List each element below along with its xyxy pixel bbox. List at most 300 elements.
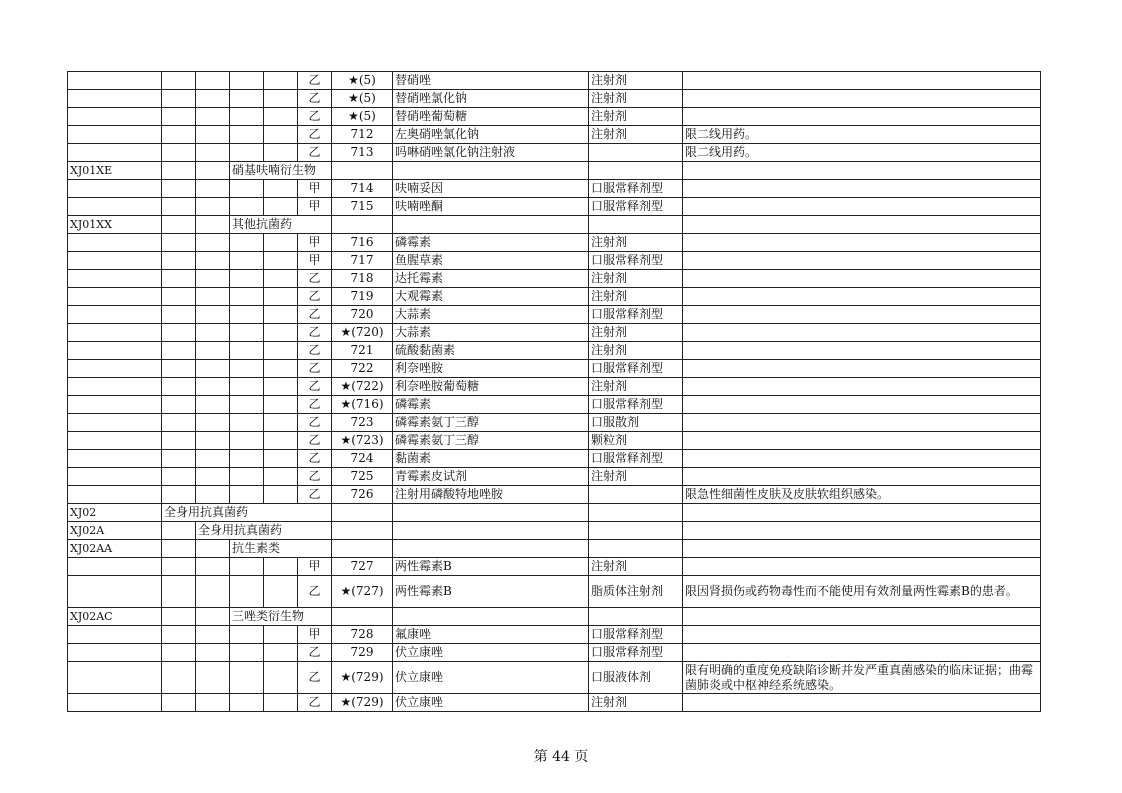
empty-cell [230,270,264,288]
empty-cell [589,162,683,180]
drug-category-cell: 乙 [298,694,332,712]
empty-cell [162,378,196,396]
drug-category-cell: 甲 [298,558,332,576]
drug-category-cell: 乙 [298,270,332,288]
empty-cell [196,324,230,342]
empty-cell [589,216,683,234]
empty-cell [264,378,298,396]
drug-number-cell: ★(723) [332,432,393,450]
atc-code-cell [68,126,162,144]
empty-cell [589,522,683,540]
empty-cell [332,504,393,522]
empty-cell [196,662,230,694]
dosage-form-cell: 颗粒剂 [589,432,683,450]
table-body [68,72,1041,712]
drug-name-cell: 伏立康唑 [393,662,589,694]
remark-cell [683,558,1041,576]
remark-cell [683,450,1041,468]
drug-name-cell: 利奈唑胺 [393,360,589,378]
dosage-form-cell: 口服常释剂型 [589,198,683,216]
remark-cell [683,694,1041,712]
drug-category-cell: 甲 [298,234,332,252]
drug-name-cell: 磷霉素 [393,396,589,414]
empty-cell [264,108,298,126]
atc-code-cell [68,306,162,324]
atc-code-cell [68,450,162,468]
atc-code-cell [68,108,162,126]
drug-name-cell: 吗啉硝唑氯化钠注射液 [393,144,589,162]
empty-cell [264,90,298,108]
drug-row [68,234,1041,252]
empty-cell [683,522,1041,540]
remark-cell [683,360,1041,378]
drug-row [68,342,1041,360]
empty-cell [264,306,298,324]
atc-code-cell [68,662,162,694]
category-heading: 硝基呋喃衍生物 [230,162,332,180]
empty-cell [230,626,264,644]
drug-category-cell: 乙 [298,662,332,694]
empty-cell [230,644,264,662]
category-row [68,522,1041,540]
remark-cell [683,108,1041,126]
drug-category-cell: 甲 [298,180,332,198]
empty-cell [332,216,393,234]
empty-cell [589,504,683,522]
empty-cell [589,540,683,558]
empty-cell [230,108,264,126]
empty-cell [162,306,196,324]
drug-category-cell: 乙 [298,306,332,324]
drug-number-cell: 714 [332,180,393,198]
drug-name-cell: 两性霉素B [393,558,589,576]
empty-cell [264,234,298,252]
empty-cell [196,396,230,414]
category-heading: 全身用抗真菌药 [162,504,332,522]
empty-cell [264,576,298,608]
drug-category-cell: 甲 [298,626,332,644]
empty-cell [264,558,298,576]
empty-cell [264,180,298,198]
empty-cell [162,414,196,432]
atc-code-cell [68,234,162,252]
drug-row [68,324,1041,342]
empty-cell [230,144,264,162]
empty-cell [230,126,264,144]
empty-cell [230,694,264,712]
drug-number-cell: 728 [332,626,393,644]
drug-name-cell: 磷霉素氨丁三醇 [393,432,589,450]
empty-cell [196,378,230,396]
empty-cell [162,558,196,576]
empty-cell [264,342,298,360]
dosage-form-cell: 口服常释剂型 [589,252,683,270]
dosage-form-cell [589,144,683,162]
empty-cell [162,694,196,712]
drug-number-cell: 713 [332,144,393,162]
drug-row [68,90,1041,108]
atc-code-cell [68,144,162,162]
remark-cell [683,468,1041,486]
remark-cell [683,432,1041,450]
empty-cell [230,378,264,396]
empty-cell [196,270,230,288]
drug-name-cell: 硫酸黏菌素 [393,342,589,360]
remark-cell [683,324,1041,342]
atc-code-cell: XJ02 [68,504,162,522]
empty-cell [230,180,264,198]
drug-number-cell: 723 [332,414,393,432]
remark-cell [683,288,1041,306]
remark-cell [683,626,1041,644]
drug-number-cell: 718 [332,270,393,288]
drug-category-cell: 乙 [298,644,332,662]
drug-list-table [67,71,1041,712]
drug-category-cell: 乙 [298,396,332,414]
atc-code-cell [68,558,162,576]
empty-cell [196,414,230,432]
empty-cell [683,504,1041,522]
drug-row [68,198,1041,216]
empty-cell [230,396,264,414]
drug-number-cell: ★(722) [332,378,393,396]
category-row [68,216,1041,234]
dosage-form-cell: 口服常释剂型 [589,450,683,468]
drug-row [68,144,1041,162]
drug-category-cell: 乙 [298,468,332,486]
drug-row [68,576,1041,608]
dosage-form-cell: 口服液体剂 [589,662,683,694]
atc-code-cell [68,414,162,432]
empty-cell [196,126,230,144]
atc-code-cell [68,180,162,198]
empty-cell [162,72,196,90]
drug-row [68,288,1041,306]
drug-name-cell: 氟康唑 [393,626,589,644]
atc-code-cell [68,288,162,306]
drug-category-cell: 乙 [298,126,332,144]
drug-number-cell: ★(727) [332,576,393,608]
drug-category-cell: 乙 [298,450,332,468]
dosage-form-cell: 注射剂 [589,288,683,306]
empty-cell [230,72,264,90]
empty-cell [196,90,230,108]
drug-row [68,360,1041,378]
drug-category-cell: 乙 [298,72,332,90]
category-row [68,540,1041,558]
remark-cell [683,270,1041,288]
empty-cell [393,522,589,540]
remark-cell [683,306,1041,324]
empty-cell [683,216,1041,234]
atc-code-cell [68,468,162,486]
drug-name-cell: 呋喃唑酮 [393,198,589,216]
remark-cell [683,90,1041,108]
drug-name-cell: 达托霉素 [393,270,589,288]
empty-cell [196,576,230,608]
drug-name-cell: 呋喃妥因 [393,180,589,198]
remark-cell [683,72,1041,90]
remark-cell [683,198,1041,216]
empty-cell [162,468,196,486]
empty-cell [162,324,196,342]
drug-name-cell: 大观霉素 [393,288,589,306]
empty-cell [332,608,393,626]
empty-cell [264,270,298,288]
drug-row [68,180,1041,198]
drug-category-cell: 甲 [298,198,332,216]
empty-cell [162,216,196,234]
drug-name-cell: 替硝唑 [393,72,589,90]
dosage-form-cell: 注射剂 [589,558,683,576]
empty-cell [196,252,230,270]
dosage-form-cell [589,486,683,504]
atc-code-cell: XJ02A [68,522,162,540]
category-heading: 其他抗菌药 [230,216,332,234]
empty-cell [196,468,230,486]
drug-number-cell: ★(729) [332,662,393,694]
empty-cell [196,162,230,180]
drug-number-cell: ★(716) [332,396,393,414]
empty-cell [230,288,264,306]
empty-cell [196,360,230,378]
empty-cell [332,540,393,558]
atc-code-cell [68,486,162,504]
empty-cell [162,126,196,144]
empty-cell [162,252,196,270]
dosage-form-cell: 注射剂 [589,468,683,486]
remark-cell: 限有明确的重度免疫缺陷诊断并发严重真菌感染的临床证据；曲霉菌肺炎或中枢神经系统感染。 [683,662,1041,694]
empty-cell [230,306,264,324]
drug-row [68,378,1041,396]
drug-name-cell: 利奈唑胺葡萄糖 [393,378,589,396]
dosage-form-cell: 注射剂 [589,378,683,396]
empty-cell [196,432,230,450]
dosage-form-cell: 注射剂 [589,234,683,252]
empty-cell [230,414,264,432]
empty-cell [230,324,264,342]
empty-cell [264,72,298,90]
remark-cell [683,234,1041,252]
atc-code-cell: XJ01XX [68,216,162,234]
empty-cell [264,450,298,468]
atc-code-cell [68,576,162,608]
drug-row [68,694,1041,712]
drug-row [68,126,1041,144]
empty-cell [264,126,298,144]
empty-cell [230,360,264,378]
empty-cell [393,216,589,234]
drug-category-cell: 乙 [298,576,332,608]
drug-category-cell: 乙 [298,432,332,450]
empty-cell [196,108,230,126]
drug-name-cell: 大蒜素 [393,306,589,324]
empty-cell [264,468,298,486]
atc-code-cell [68,626,162,644]
drug-row [68,432,1041,450]
empty-cell [162,234,196,252]
empty-cell [162,360,196,378]
atc-code-cell: XJ02AC [68,608,162,626]
drug-row [68,108,1041,126]
dosage-form-cell: 注射剂 [589,270,683,288]
empty-cell [264,198,298,216]
empty-cell [196,342,230,360]
empty-cell [196,608,230,626]
drug-row [68,662,1041,694]
empty-cell [230,468,264,486]
atc-code-cell [68,396,162,414]
drug-name-cell: 替硝唑氯化钠 [393,90,589,108]
dosage-form-cell: 口服常释剂型 [589,396,683,414]
atc-code-cell: XJ02AA [68,540,162,558]
drug-row [68,450,1041,468]
dosage-form-cell: 口服常释剂型 [589,180,683,198]
empty-cell [264,414,298,432]
dosage-form-cell: 口服常释剂型 [589,360,683,378]
drug-number-cell: 712 [332,126,393,144]
empty-cell [162,662,196,694]
empty-cell [162,90,196,108]
drug-name-cell: 伏立康唑 [393,644,589,662]
dosage-form-cell: 注射剂 [589,126,683,144]
empty-cell [162,144,196,162]
empty-cell [196,306,230,324]
empty-cell [264,432,298,450]
empty-cell [162,644,196,662]
empty-cell [196,198,230,216]
drug-number-cell: ★(720) [332,324,393,342]
remark-cell [683,342,1041,360]
remark-cell: 限急性细菌性皮肤及皮肤软组织感染。 [683,486,1041,504]
empty-cell [264,626,298,644]
drug-category-cell: 乙 [298,108,332,126]
empty-cell [683,162,1041,180]
empty-cell [230,450,264,468]
atc-code-cell [68,324,162,342]
drug-number-cell: ★(5) [332,90,393,108]
category-row [68,608,1041,626]
empty-cell [230,432,264,450]
drug-number-cell: 724 [332,450,393,468]
drug-category-cell: 乙 [298,90,332,108]
drug-row [68,270,1041,288]
drug-name-cell: 黏菌素 [393,450,589,468]
empty-cell [162,608,196,626]
remark-cell: 限因肾损伤或药物毒性而不能使用有效剂量两性霉素B的患者。 [683,576,1041,608]
empty-cell [162,162,196,180]
drug-category-cell: 乙 [298,414,332,432]
remark-cell: 限二线用药。 [683,126,1041,144]
drug-row [68,396,1041,414]
empty-cell [162,626,196,644]
atc-code-cell [68,270,162,288]
category-heading: 全身用抗真菌药 [196,522,332,540]
empty-cell [264,694,298,712]
empty-cell [162,540,196,558]
remark-cell [683,378,1041,396]
drug-category-cell: 乙 [298,324,332,342]
atc-code-cell [68,72,162,90]
drug-name-cell: 鱼腥草素 [393,252,589,270]
drug-name-cell: 两性霉素B [393,576,589,608]
atc-code-cell [68,90,162,108]
category-heading: 抗生素类 [230,540,332,558]
empty-cell [196,234,230,252]
empty-cell [196,540,230,558]
drug-row [68,414,1041,432]
empty-cell [196,288,230,306]
empty-cell [196,558,230,576]
empty-cell [332,162,393,180]
empty-cell [196,644,230,662]
empty-cell [196,626,230,644]
empty-cell [162,450,196,468]
drug-number-cell: 727 [332,558,393,576]
drug-number-cell: ★(729) [332,694,393,712]
category-row [68,162,1041,180]
dosage-form-cell: 注射剂 [589,324,683,342]
empty-cell [393,540,589,558]
atc-code-cell [68,342,162,360]
drug-name-cell: 磷霉素氨丁三醇 [393,414,589,432]
page-number: 第 44 页 [533,749,589,765]
drug-row [68,626,1041,644]
drug-row [68,486,1041,504]
empty-cell [230,576,264,608]
drug-name-cell: 替硝唑葡萄糖 [393,108,589,126]
atc-code-cell [68,252,162,270]
atc-code-cell [68,360,162,378]
drug-category-cell: 乙 [298,144,332,162]
dosage-form-cell: 口服散剂 [589,414,683,432]
drug-number-cell: 721 [332,342,393,360]
empty-cell [230,342,264,360]
drug-category-cell: 乙 [298,486,332,504]
empty-cell [162,180,196,198]
drug-number-cell: 726 [332,486,393,504]
empty-cell [230,234,264,252]
drug-number-cell: 716 [332,234,393,252]
empty-cell [162,342,196,360]
empty-cell [196,450,230,468]
drug-row [68,252,1041,270]
empty-cell [264,288,298,306]
empty-cell [230,558,264,576]
drug-row [68,644,1041,662]
atc-code-cell [68,694,162,712]
atc-code-cell: XJ01XE [68,162,162,180]
drug-number-cell: 722 [332,360,393,378]
empty-cell [264,486,298,504]
empty-cell [162,576,196,608]
empty-cell [264,324,298,342]
dosage-form-cell: 口服常释剂型 [589,644,683,662]
drug-number-cell: ★(5) [332,72,393,90]
empty-cell [589,608,683,626]
empty-cell [264,396,298,414]
drug-name-cell: 磷霉素 [393,234,589,252]
drug-number-cell: 720 [332,306,393,324]
drug-name-cell: 大蒜素 [393,324,589,342]
atc-code-cell [68,432,162,450]
drug-row [68,72,1041,90]
remark-cell [683,180,1041,198]
drug-number-cell: ★(5) [332,108,393,126]
drug-category-cell: 乙 [298,378,332,396]
dosage-form-cell: 脂质体注射剂 [589,576,683,608]
drug-category-cell: 乙 [298,288,332,306]
